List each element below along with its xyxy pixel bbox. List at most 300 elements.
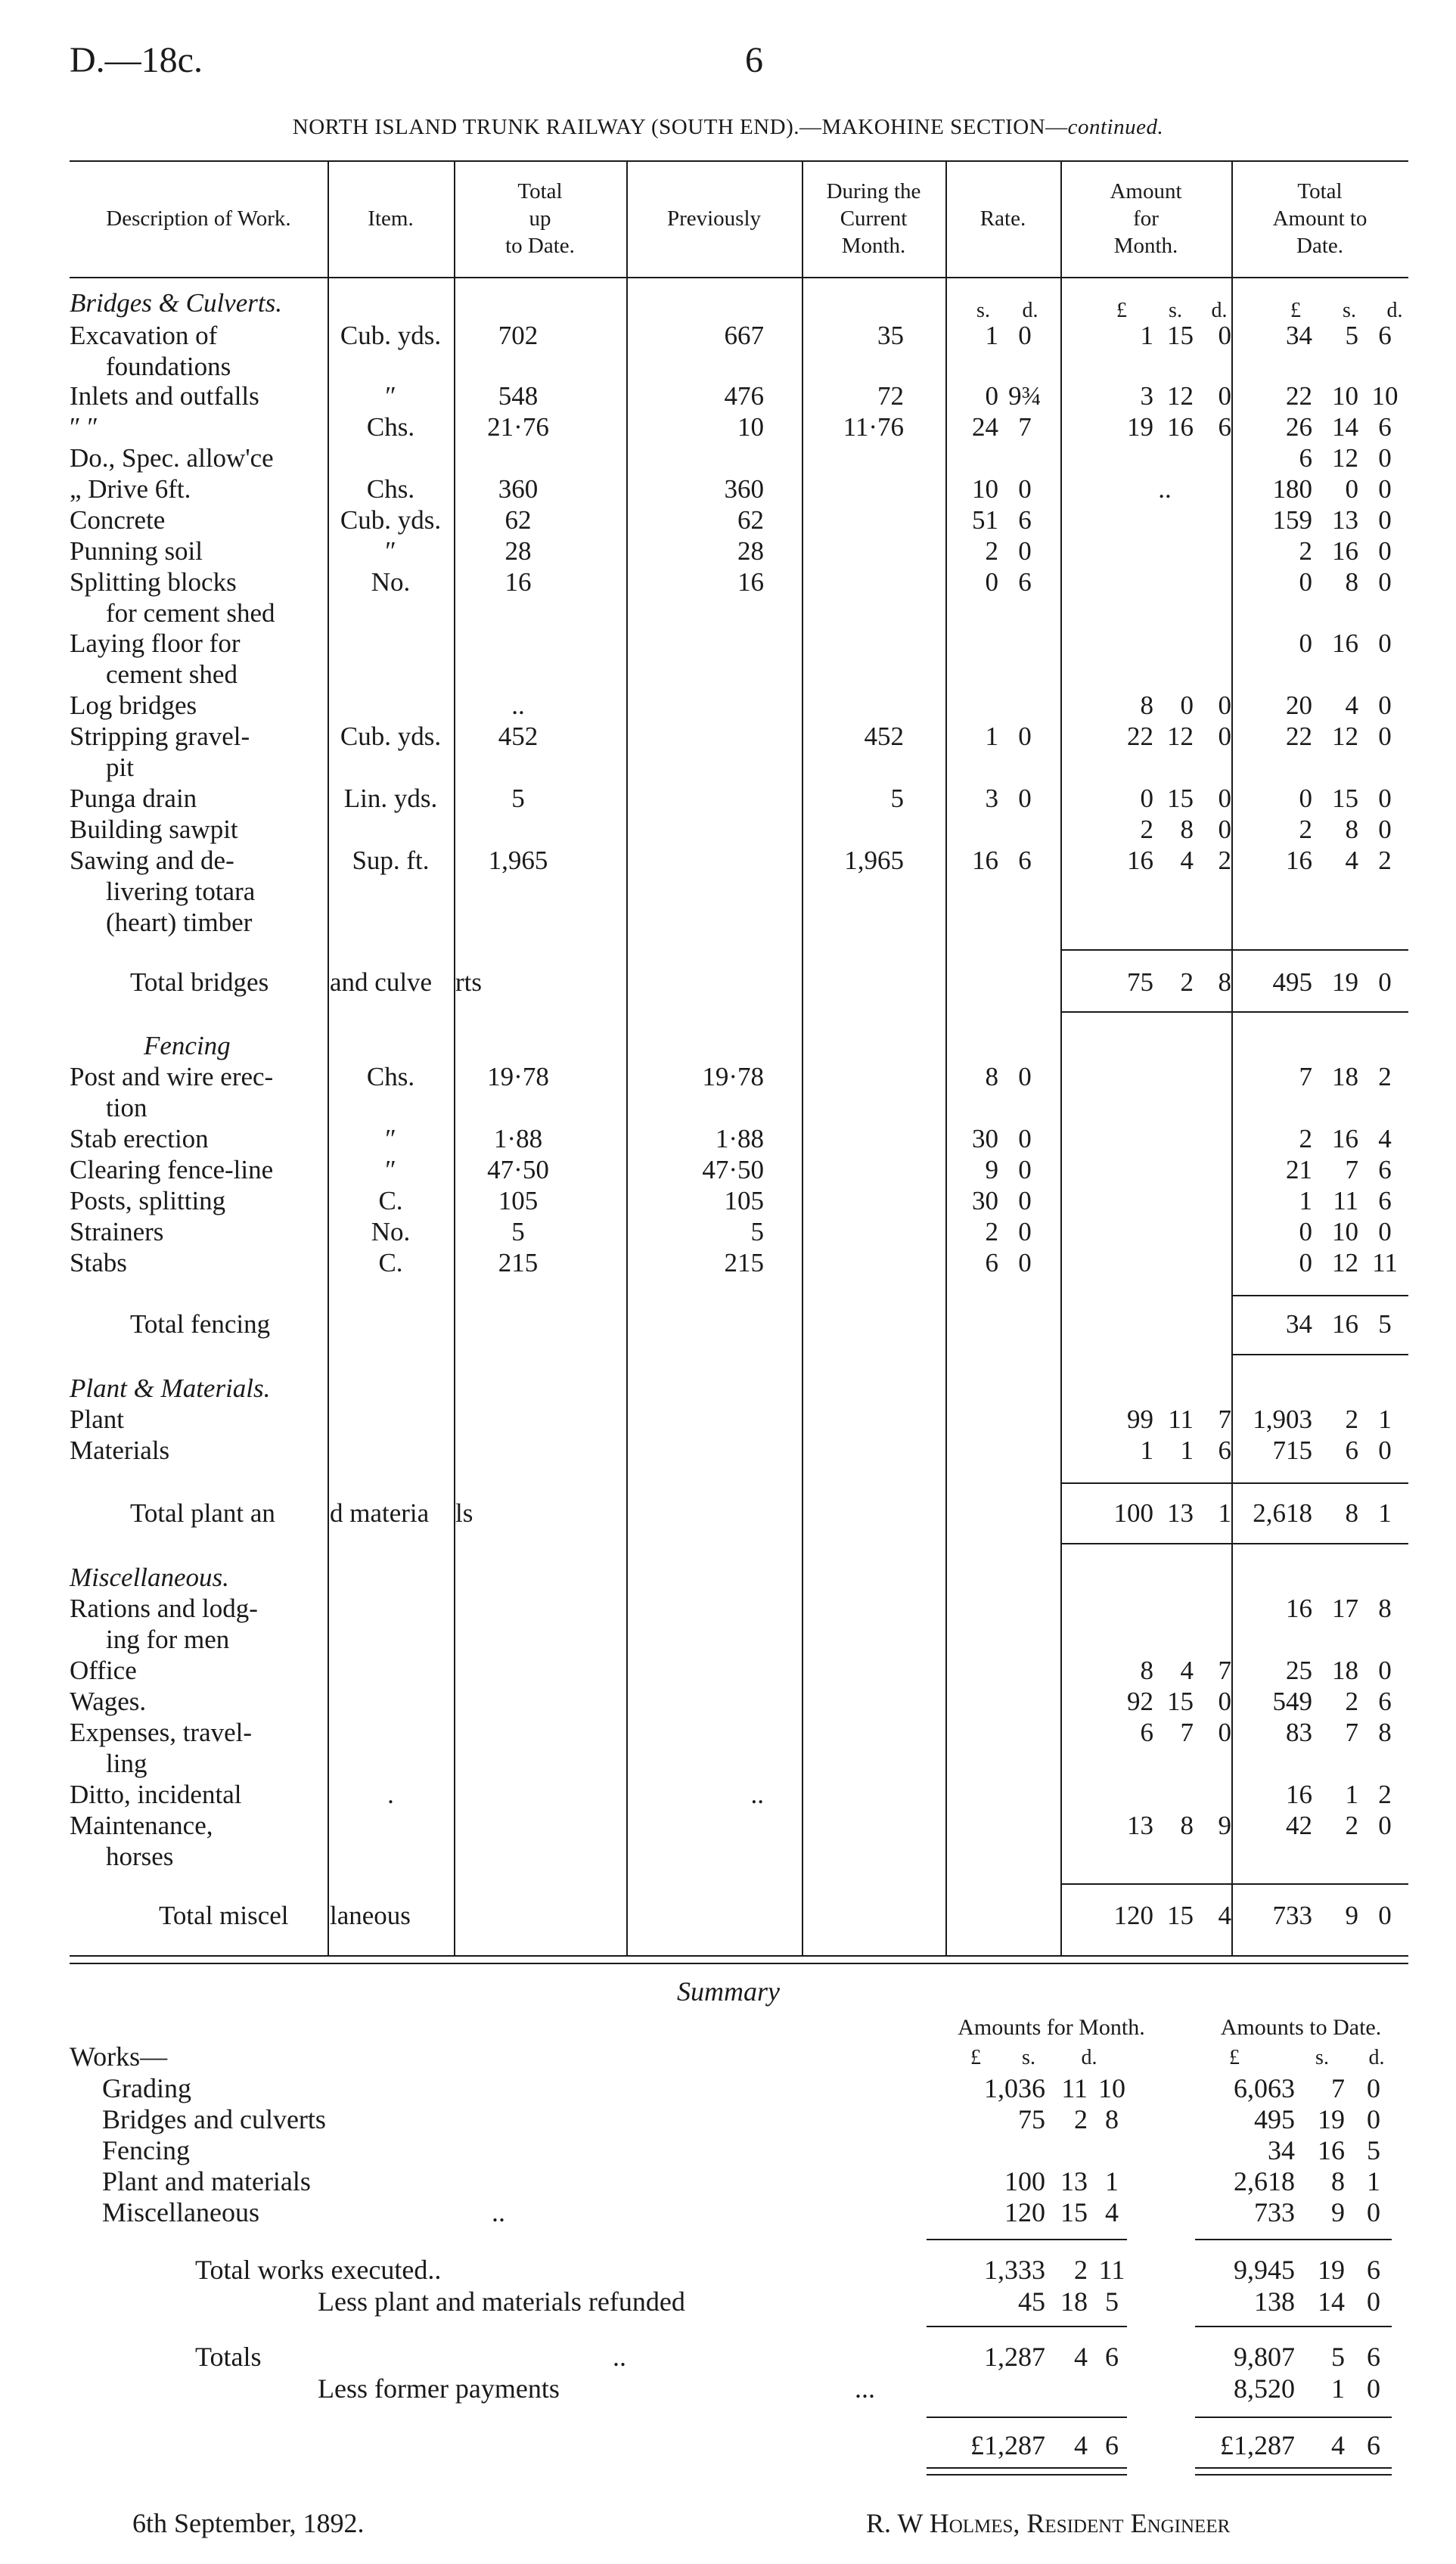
row-md: 0	[1218, 381, 1231, 411]
summary-refund-md: 5	[1105, 2286, 1119, 2317]
row-description: Ditto, incidental	[70, 1780, 242, 1809]
row-tl: 16	[1286, 846, 1312, 875]
row-ms: 1	[1180, 1436, 1194, 1465]
unit-head-s: s.	[1169, 299, 1182, 322]
row-rs: 1	[985, 321, 998, 350]
summary-executed-tl: 9,945	[1234, 2255, 1295, 2285]
summary-refund-tl: 138	[1254, 2286, 1295, 2317]
row-prev: ..	[750, 1780, 764, 1809]
summary-line-md: 4	[1105, 2197, 1119, 2227]
col-header-amount-total: Amount to	[1272, 206, 1368, 231]
row-ts: 2	[1345, 1811, 1358, 1840]
col-header-current: During the	[826, 179, 921, 203]
row-rd: 7	[1018, 412, 1032, 442]
row-item: Chs.	[366, 412, 415, 442]
row-td: 0	[1378, 784, 1392, 813]
summary-line-ts: 7	[1331, 2073, 1345, 2103]
row-tl: 2	[1299, 815, 1312, 844]
row-md: 2	[1218, 846, 1231, 875]
double-rule	[1195, 2467, 1392, 2476]
row-description: Strainers	[70, 1217, 164, 1246]
row-description: Rations and lodg-	[70, 1594, 258, 1623]
row-ml: 22	[1127, 722, 1153, 751]
summary-line-label: Fencing	[102, 2135, 190, 2165]
summary-line-md: 10	[1098, 2073, 1125, 2103]
row-description-cont: for cement shed	[106, 598, 275, 628]
row-tot: 28	[504, 536, 532, 566]
row-td: 0	[1378, 1217, 1392, 1246]
summary-line-tl: 495	[1254, 2104, 1295, 2134]
row-tl: 159	[1272, 505, 1312, 535]
summary-line-td: 0	[1367, 2104, 1380, 2134]
row-ts: 1	[1345, 1780, 1358, 1809]
row-tot: 47·50	[487, 1155, 549, 1184]
summary-final-tl: £1,287	[1220, 2430, 1295, 2460]
summary-refund-td: 0	[1367, 2286, 1380, 2317]
row-description-cont: livering totara	[106, 877, 256, 906]
summary-totals-ts: 5	[1331, 2342, 1345, 2372]
row-prev: 5	[750, 1217, 764, 1246]
summary-refund-ml: 45	[1018, 2286, 1045, 2317]
row-ts: 7	[1345, 1155, 1358, 1184]
row-prev: 476	[724, 381, 764, 411]
row-td: 2	[1378, 846, 1392, 875]
col-header-amount-total: Total	[1297, 179, 1343, 203]
row-rs: 10	[972, 474, 998, 504]
total-bridges-ts: 19	[1332, 967, 1358, 997]
summary-totals-ml: 1,287	[984, 2342, 1045, 2372]
footer-signature: R. W Holmes, Resident Engineer	[866, 2508, 1231, 2538]
row-prev: 360	[724, 474, 764, 504]
summary-totals-ms: 4	[1074, 2342, 1088, 2372]
row-item: Chs.	[366, 474, 415, 504]
summary-line-tl: 2,618	[1234, 2166, 1295, 2196]
row-ml: 6	[1140, 1718, 1153, 1747]
row-ts: 10	[1332, 381, 1358, 411]
row-tl: 20	[1286, 691, 1312, 720]
col-header-amount-month: Amount	[1110, 179, 1182, 203]
summary-head-month: Amounts for Month.	[958, 2015, 1145, 2040]
row-cur: 72	[877, 381, 904, 411]
summary-totals-td: 6	[1367, 2342, 1380, 2372]
row-tl: 180	[1272, 474, 1312, 504]
row-md: 0	[1218, 1718, 1231, 1747]
total-fencing-tl: 34	[1286, 1309, 1312, 1339]
row-md: 6	[1218, 412, 1231, 442]
row-td: 4	[1378, 1124, 1392, 1153]
col-header-total-up: to Date.	[505, 234, 575, 258]
summary-refund-ts: 14	[1318, 2286, 1345, 2317]
column-divider	[1060, 160, 1062, 1955]
row-tl: 0	[1299, 567, 1312, 597]
unit-head-s: s.	[1022, 2046, 1035, 2069]
row-tot: 1,965	[488, 846, 548, 875]
summary-executed-ms: 2	[1074, 2255, 1088, 2285]
row-tot: 16	[504, 567, 532, 597]
col-header-total-up: Total	[517, 179, 563, 203]
total-bridges-label-3: rts	[455, 967, 482, 997]
row-description: „ Drive 6ft.	[70, 474, 191, 504]
row-ts: 7	[1345, 1718, 1358, 1747]
row-description: Stabs	[70, 1248, 127, 1277]
row-tl: 22	[1286, 722, 1312, 751]
row-item: Chs.	[366, 1062, 415, 1091]
summary-line-label: Miscellaneous	[102, 2197, 259, 2227]
row-ts: 5	[1345, 321, 1358, 350]
row-item: ″	[385, 381, 396, 411]
row-rd: 0	[1018, 1186, 1032, 1215]
row-description-cont: tion	[106, 1093, 147, 1122]
summary-line-ml: 100	[1004, 2166, 1045, 2196]
row-description: Sawing and de-	[70, 846, 234, 875]
summary-line-ml: 120	[1004, 2197, 1045, 2227]
row-ts: 13	[1332, 505, 1358, 535]
section-heading-misc: Miscellaneous.	[70, 1563, 229, 1592]
summary-line-label: Grading	[102, 2073, 191, 2103]
section-heading-fencing: Fencing	[144, 1031, 231, 1060]
row-ts: 16	[1332, 1124, 1358, 1153]
row-cur: 35	[877, 321, 904, 350]
row-description: Splitting blocks	[70, 567, 237, 597]
summary-executed-md: 11	[1098, 2255, 1125, 2285]
total-plant-label-3: ls	[455, 1498, 473, 1528]
unit-head-pound: £	[1116, 299, 1127, 322]
row-ts: 2	[1345, 1405, 1358, 1434]
row-md: 7	[1218, 1656, 1231, 1685]
column-divider	[1231, 160, 1233, 1955]
summary-line-ts: 19	[1318, 2104, 1345, 2134]
column-divider	[454, 160, 455, 1955]
total-plant-tl: 2,618	[1253, 1498, 1312, 1528]
row-ts: 18	[1332, 1062, 1358, 1091]
row-ms: 11	[1168, 1405, 1194, 1434]
summary-title: Summary	[677, 1976, 780, 2007]
summary-rule	[927, 2326, 1127, 2327]
row-ts: 18	[1332, 1656, 1358, 1685]
summary-former-label: Less former payments	[318, 2373, 560, 2404]
row-item: No.	[371, 567, 411, 597]
summary-line-ml: 75	[1018, 2104, 1045, 2134]
row-prev: 105	[724, 1186, 764, 1215]
row-td: 0	[1378, 1436, 1392, 1465]
row-td: 0	[1378, 443, 1392, 473]
row-ml: 3	[1140, 381, 1153, 411]
row-ts: 11	[1333, 1186, 1358, 1215]
row-rd: 0	[1018, 321, 1032, 350]
row-tl: 6	[1299, 443, 1312, 473]
row-rs: 2	[985, 1217, 998, 1246]
row-ml: 13	[1127, 1811, 1153, 1840]
row-tl: 34	[1286, 321, 1312, 350]
unit-head-d: d.	[1081, 2046, 1097, 2069]
row-prev: 19·78	[702, 1062, 764, 1091]
row-ms: 15	[1167, 321, 1194, 350]
col-header-previously: Previously	[666, 206, 762, 231]
row-ml: 16	[1127, 846, 1153, 875]
row-ts: 15	[1332, 784, 1358, 813]
unit-head-s: s.	[1343, 299, 1356, 322]
summary-rule	[927, 2417, 1127, 2418]
row-tl: 21	[1286, 1155, 1312, 1184]
row-td: 6	[1378, 1687, 1392, 1716]
row-description-cont: cement shed	[106, 660, 237, 689]
col-header-amount-month: Month.	[1113, 234, 1178, 258]
row-ts: 8	[1345, 567, 1358, 597]
summary-rule	[1195, 2239, 1392, 2240]
summary-line-ms: 11	[1061, 2073, 1088, 2103]
summary-line-ts: 8	[1331, 2166, 1345, 2196]
row-rs: 0	[985, 567, 998, 597]
row-td: 0	[1378, 1811, 1392, 1840]
row-td: 0	[1378, 536, 1392, 566]
row-description: Concrete	[70, 505, 166, 535]
row-item: C.	[378, 1186, 403, 1215]
summary-former-tl: 8,520	[1234, 2373, 1295, 2404]
row-description-cont: ing for men	[106, 1625, 230, 1654]
summary-refund-label: Less plant and materials refunded	[318, 2286, 685, 2317]
row-description: Inlets and outfalls	[70, 381, 259, 411]
total-fencing-ts: 16	[1332, 1309, 1358, 1339]
document-code: D.—18c.	[70, 40, 203, 80]
summary-works-label: Works—	[70, 2041, 168, 2072]
row-ts: 0	[1345, 474, 1358, 504]
row-tl: 549	[1272, 1687, 1312, 1716]
rule	[1060, 949, 1408, 951]
unit-head-s: s.	[1315, 2046, 1329, 2069]
row-prev: 62	[737, 505, 764, 535]
row-md: 0	[1218, 691, 1231, 720]
row-item: Lin. yds.	[343, 784, 438, 813]
row-rs: 9	[985, 1155, 998, 1184]
total-plant-md: 1	[1218, 1498, 1231, 1528]
row-description: Log bridges	[70, 691, 197, 720]
row-description: Stripping gravel-	[70, 722, 250, 751]
row-prev: 47·50	[702, 1155, 764, 1184]
row-td: 0	[1378, 474, 1392, 504]
unit-head-d: d.	[1386, 299, 1403, 322]
row-tl: 22	[1286, 381, 1312, 411]
row-cur: 5	[890, 784, 904, 813]
total-plant-ms: 13	[1167, 1498, 1194, 1528]
row-tl: 26	[1286, 412, 1312, 442]
summary-line-ml: 1,036	[984, 2073, 1045, 2103]
row-td: 2	[1378, 1780, 1392, 1809]
summary-final-ml: £1,287	[970, 2430, 1045, 2460]
summary-line-ms: 15	[1060, 2197, 1088, 2227]
row-tl: 0	[1299, 784, 1312, 813]
row-description-cont: (heart) timber	[106, 908, 253, 937]
total-misc-tl: 733	[1272, 1901, 1312, 1930]
summary-rule	[1195, 2417, 1392, 2418]
row-tl: 25	[1286, 1656, 1312, 1685]
row-td: 11	[1372, 1248, 1398, 1277]
row-rs: 24	[972, 412, 998, 442]
row-ms: 4	[1180, 846, 1194, 875]
row-description-cont: foundations	[106, 352, 231, 381]
row-rs: 16	[972, 846, 998, 875]
row-ml: 1	[1140, 321, 1153, 350]
row-ml: 1	[1140, 1436, 1153, 1465]
row-rs: 8	[985, 1062, 998, 1091]
summary-line-tl: 34	[1268, 2135, 1295, 2165]
summary-final-ts: 4	[1331, 2430, 1345, 2460]
row-ml: 8	[1140, 1656, 1153, 1685]
row-description: Laying floor for	[70, 629, 241, 658]
double-rule	[927, 2467, 1127, 2476]
row-description: Plant	[70, 1405, 124, 1434]
col-header-current: Current	[840, 206, 908, 231]
rule	[70, 277, 1408, 278]
row-ms: 8	[1180, 815, 1194, 844]
row-ts: 4	[1345, 691, 1358, 720]
document-title	[0, 115, 1456, 140]
row-td: 6	[1378, 321, 1392, 350]
row-td: 8	[1378, 1594, 1392, 1623]
row-ms: 12	[1167, 381, 1194, 411]
row-ts: 6	[1345, 1436, 1358, 1465]
summary-line-td: 5	[1367, 2135, 1380, 2165]
row-ms: 12	[1167, 722, 1194, 751]
row-description-cont: pit	[106, 753, 134, 782]
row-td: 2	[1378, 1062, 1392, 1091]
title-main: NORTH ISLAND TRUNK RAILWAY (SOUTH END).—MAKOHINE SECTION—	[292, 115, 1068, 139]
row-description: Punga drain	[70, 784, 197, 813]
row-rs: 2	[985, 536, 998, 566]
row-tot: 1·88	[493, 1124, 543, 1153]
row-rd: 0	[1018, 1155, 1032, 1184]
summary-line-label: Plant and materials	[102, 2166, 311, 2196]
row-rd: 0	[1018, 536, 1032, 566]
row-item: .	[387, 1780, 394, 1809]
unit-head-d: d.	[1211, 299, 1228, 322]
row-rd: 6	[1018, 505, 1032, 535]
total-fencing-td: 5	[1378, 1309, 1392, 1339]
row-td: 0	[1378, 1656, 1392, 1685]
summary-line-label: Bridges and culverts	[102, 2104, 326, 2134]
row-description: Maintenance,	[70, 1811, 213, 1840]
row-tl: 0	[1299, 1248, 1312, 1277]
rule	[70, 1963, 1408, 1964]
rule	[70, 1955, 1408, 1957]
row-description: ″ ″	[70, 412, 98, 442]
row-tl: 0	[1299, 1217, 1312, 1246]
row-md: 0	[1218, 815, 1231, 844]
row-tot: 21·76	[487, 412, 549, 442]
row-ml: 19	[1127, 412, 1153, 442]
row-td: 10	[1371, 381, 1399, 411]
summary-line-td: 0	[1367, 2197, 1380, 2227]
row-description: Punning soil	[70, 536, 203, 566]
row-tl: 16	[1286, 1780, 1312, 1809]
row-tot: 360	[498, 474, 539, 504]
total-bridges-label-2: and culve	[330, 967, 433, 997]
row-tot: 452	[498, 722, 539, 751]
row-ts: 14	[1332, 412, 1358, 442]
row-rs: 51	[972, 505, 998, 535]
summary-final-ms: 4	[1074, 2430, 1088, 2460]
row-ts: 2	[1345, 1687, 1358, 1716]
column-divider	[626, 160, 628, 1955]
row-description: Wages.	[70, 1687, 147, 1716]
row-item: ″	[385, 536, 396, 566]
row-rs: 3	[985, 784, 998, 813]
summary-executed-ml: 1,333	[984, 2255, 1045, 2285]
row-td: 1	[1378, 1405, 1392, 1434]
row-tl: 83	[1286, 1718, 1312, 1747]
col-header-rate: Rate.	[979, 206, 1026, 231]
row-tot: 548	[498, 381, 539, 411]
summary-head-date: Amounts to Date.	[1220, 2015, 1382, 2040]
total-misc-ms: 15	[1167, 1901, 1194, 1930]
row-description: Excavation of	[70, 321, 218, 350]
row-rd: 0	[1018, 1062, 1032, 1091]
row-description: Do., Spec. allow'ce	[70, 443, 274, 473]
row-tl: 16	[1286, 1594, 1312, 1623]
summary-line-md: 1	[1105, 2166, 1119, 2196]
row-tot: 702	[498, 321, 539, 350]
summary-line-td: 1	[1367, 2166, 1380, 2196]
row-description-cont: horses	[106, 1842, 174, 1871]
total-plant-label-2: d materia	[330, 1498, 430, 1528]
row-prev: 16	[737, 567, 764, 597]
summary-executed-label: Total works executed..	[195, 2255, 442, 2285]
row-td: 6	[1378, 1186, 1392, 1215]
row-prev: 215	[724, 1248, 764, 1277]
summary-rule	[927, 2239, 1127, 2240]
row-ts: 16	[1332, 629, 1358, 658]
row-tl: 1,903	[1253, 1405, 1312, 1434]
total-bridges-ms: 2	[1180, 967, 1194, 997]
total-misc-ml: 120	[1113, 1901, 1153, 1930]
summary-final-md: 6	[1105, 2430, 1119, 2460]
row-td: 0	[1378, 691, 1392, 720]
row-ts: 8	[1345, 815, 1358, 844]
summary-line-ms: 13	[1060, 2166, 1088, 2196]
row-ms: 4	[1180, 1656, 1194, 1685]
row-ts: 16	[1332, 536, 1358, 566]
total-misc-label: Total miscel	[159, 1901, 289, 1930]
unit-head-pound: £	[1229, 2046, 1240, 2069]
rule	[1060, 1883, 1408, 1885]
row-rd: 0	[1018, 474, 1032, 504]
row-md: 7	[1218, 1405, 1231, 1434]
row-tl: 7	[1299, 1062, 1312, 1091]
row-td: 6	[1378, 1155, 1392, 1184]
section-heading-plant: Plant & Materials.	[70, 1374, 271, 1403]
row-description: Posts, splitting	[70, 1186, 226, 1215]
row-item: Sup. ft.	[352, 846, 430, 875]
row-ms: 15	[1167, 1687, 1194, 1716]
summary-misc-dots: ..	[492, 2197, 505, 2227]
row-tot: ..	[511, 691, 525, 720]
rule	[1060, 1543, 1408, 1544]
row-rd: 6	[1018, 567, 1032, 597]
rule	[1231, 1295, 1408, 1296]
row-md: 0	[1218, 1687, 1231, 1716]
summary-line-ms: 2	[1074, 2104, 1088, 2134]
summary-rule	[1195, 2326, 1392, 2327]
row-description: Building sawpit	[70, 815, 238, 844]
summary-former-ts: 1	[1331, 2373, 1345, 2404]
row-ms: 15	[1167, 784, 1194, 813]
row-item: C.	[378, 1248, 403, 1277]
summary-totals-tl: 9,807	[1234, 2342, 1295, 2372]
rule	[1231, 1354, 1408, 1355]
row-tl: 42	[1286, 1811, 1312, 1840]
row-rs: 1	[985, 722, 998, 751]
row-rd: 0	[1018, 722, 1032, 751]
summary-final-td: 6	[1367, 2430, 1380, 2460]
